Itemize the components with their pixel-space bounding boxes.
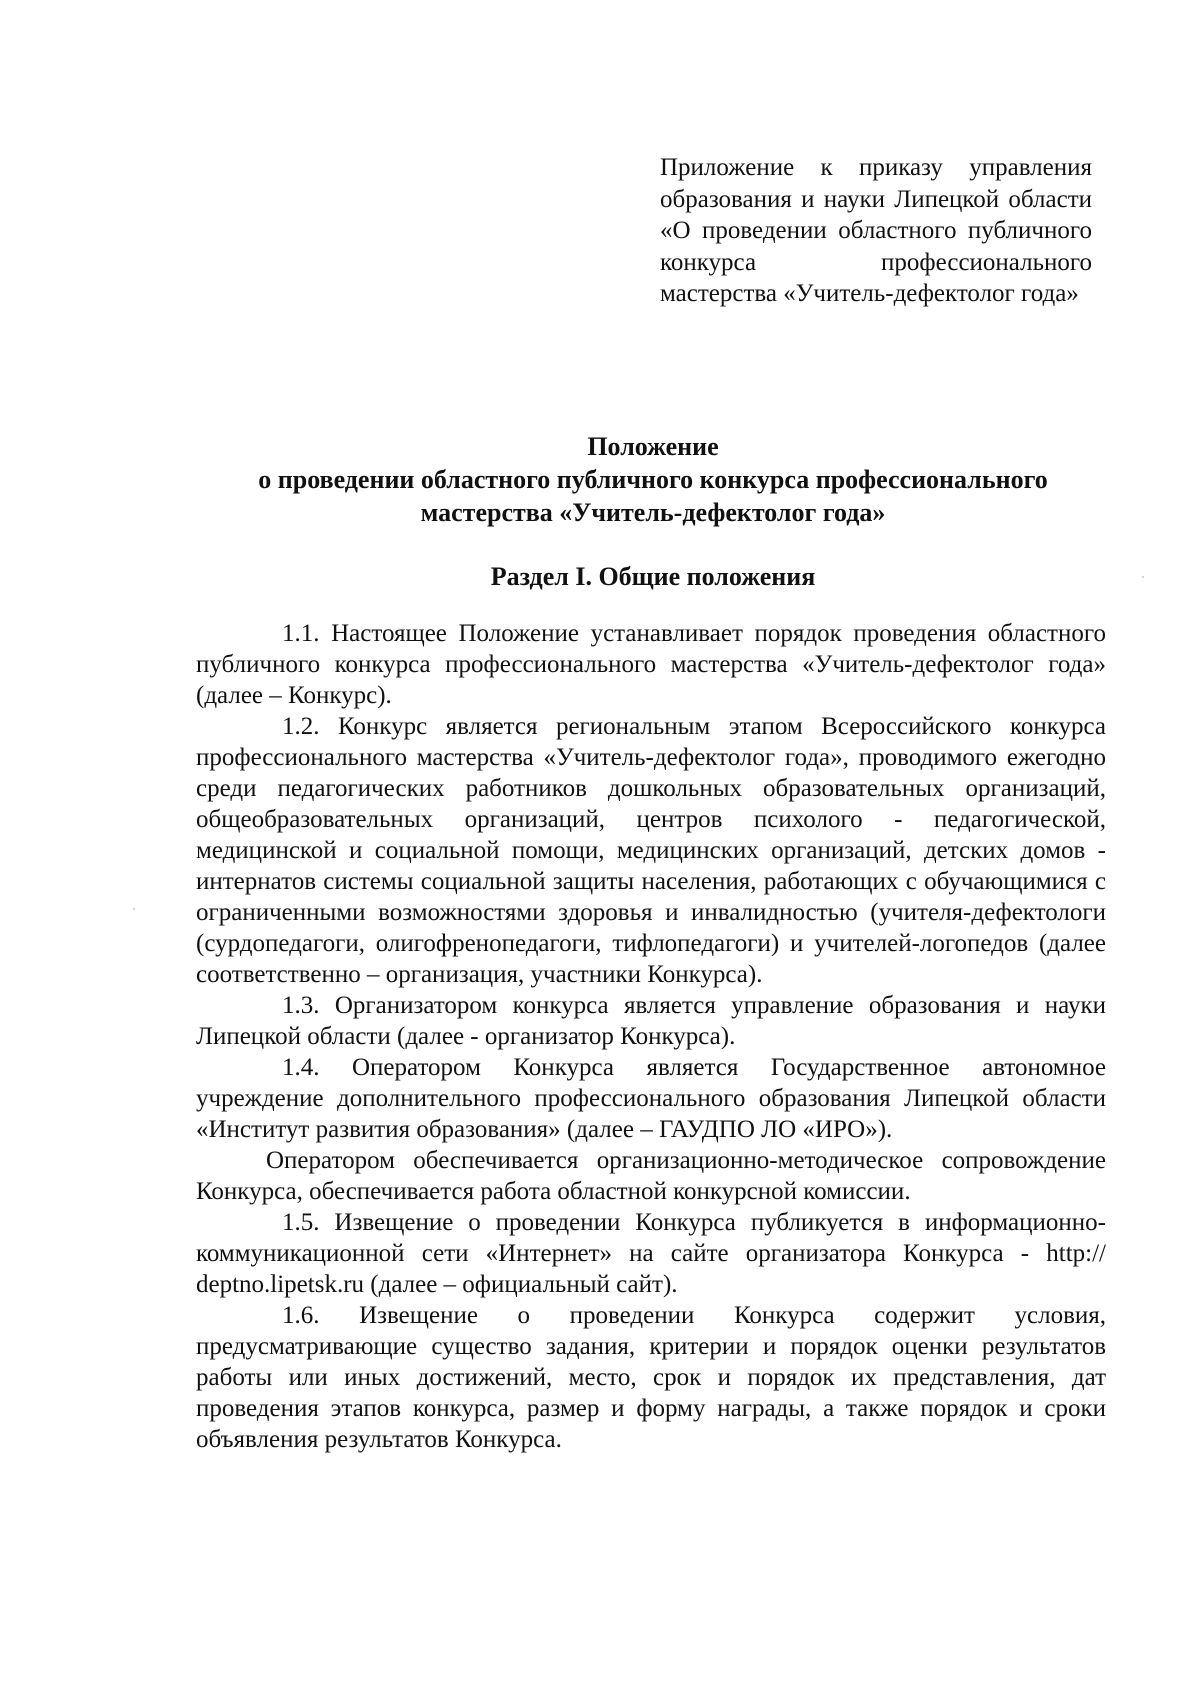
paragraph-1-5: 1.5. Извещение о проведении Конкурса публикуется в информационно-коммуникационной сети «Интернет» на сайте организатора Конкурса - http:// deptno.lipetsk.ru (далее – официальный сайт).: [196, 1209, 1106, 1298]
document-title: [196, 430, 1110, 529]
document-body: [196, 618, 1106, 1455]
annex-note: Приложение к приказу управления образования и науки Липецкой области «О проведении областного публичного конкурса профессионального мастерства «Учитель-дефектолог года»: [660, 154, 1092, 307]
title-line-2: о проведении областного публичного конкурса профессионального: [258, 465, 1048, 494]
title-line-3: мастерства «Учитель-дефектолог года»: [420, 498, 886, 527]
paragraph-operator: Оператором обеспечивается организационно-методическое сопровождение Конкурса, обеспечивается работа областной конкурсной комиссии.: [196, 1147, 1106, 1205]
scan-speck: [1142, 576, 1144, 578]
scan-speck: [133, 908, 135, 910]
title-line-1: Положение: [587, 432, 719, 461]
paragraph-1-4: 1.4. Оператором Конкурса является Государственное автономное учреждение дополнительного профессионального образования Липецкой области «Институт развития образования» (далее – ГАУДПО ЛО «ИРО»).: [196, 1054, 1106, 1143]
paragraph-1-2: 1.2. Конкурс является региональным этапом Всероссийского конкурса профессионального мастерства «Учитель-дефектолог года», проводимого ежегодно среди педагогических работников дошкольных образовательных организаций, общеобразовательных организаций, центров психолого - педагогической, медицинской и социальной помощи, медицинских организаций, детских домов - интернатов системы социальной защиты населения, работающих с обучающимися с ограниченными возможностями здоровья и инвалидностью (учителя-дефектологи (сурдопедагоги, олигофренопедагоги, тифлопедагоги) и учителей-логопедов (далее соответственно – организация, участники Конкурса).: [196, 713, 1106, 988]
section-heading: Раздел I. Общие положения: [490, 562, 816, 591]
paragraph-1-6: 1.6. Извещение о проведении Конкурса содержит условия, предусматривающие существо задания, критерии и порядок оценки результатов работы или иных достижений, место, срок и порядок их представления, дат проведения этапов конкурса, размер и форму награды, а также порядок и сроки объявления результатов Конкурса.: [196, 1302, 1106, 1453]
paragraph-1-3: 1.3. Организатором конкурса является управление образования и науки Липецкой области (далее - организатор Конкурса).: [196, 992, 1106, 1050]
paragraph-1-1: 1.1. Настоящее Положение устанавливает порядок проведения областного публичного конкурса профессионального мастерства «Учитель-дефектолог года» (далее – Конкурс).: [196, 620, 1106, 709]
